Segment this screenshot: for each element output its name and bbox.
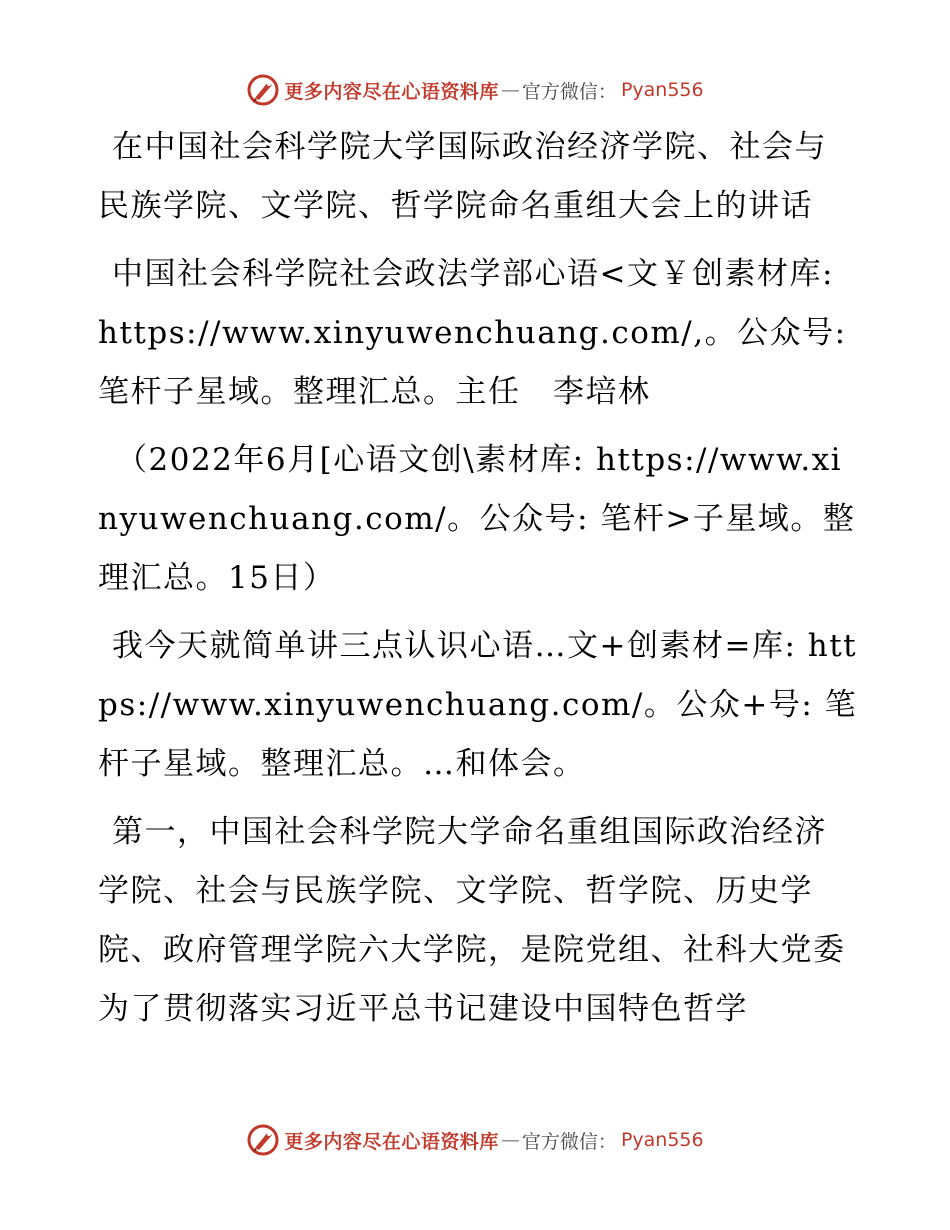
author-line: 中国社会科学院社会政法学部心语<文￥创素材库: https://www.xinyuwenchuang.com/,。公众号: 笔杆子星域。整理汇总。主任 李培林 (98, 256, 847, 410)
banner-wechat-id: Pyan556 (620, 79, 704, 101)
banner-wechat-id: Pyan556 (620, 1129, 704, 1151)
point-one-paragraph: 第一，中国社会科学院大学命名重组国际政治经济学院、社会与民族学院、文学院、哲学院、历史学院、政府管理学院六大学院，是院党组、社科大党委为了贯彻落实习近平总书记建设中国特色哲学 (98, 814, 846, 1027)
banner-brand-text: 更多内容尽在心语资料库 (284, 80, 499, 103)
document-title: 在中国社会科学院大学国际政治经济学院、社会与民族学院、文学院、哲学院命名重组大会上的讲话 (98, 129, 827, 224)
banner-brand-text: 更多内容尽在心语资料库 (284, 1130, 499, 1153)
document-body (98, 118, 858, 1039)
banner-wechat-label: 官方微信： (521, 80, 617, 103)
date-line: （2022年6月[心语文创\素材库: https://www.xinyuwenchuang.com/。公众号: 笔杆>子星域。整理汇总。15日） (98, 442, 856, 596)
quill-pen-logo-icon (246, 1123, 280, 1157)
banner-dash: — (500, 79, 520, 101)
intro-paragraph: 我今天就简单讲三点认识心语…文+创素材=库: https://www.xinyuwenchuang.com/。公众+号: 笔杆子星域。整理汇总。…和体会。 (98, 628, 858, 782)
banner-wechat-label: 官方微信： (521, 1130, 617, 1153)
quill-pen-logo-icon (246, 73, 280, 107)
footer-watermark-banner (0, 1120, 950, 1160)
header-watermark-banner (0, 70, 950, 110)
banner-dash: — (500, 1129, 520, 1151)
